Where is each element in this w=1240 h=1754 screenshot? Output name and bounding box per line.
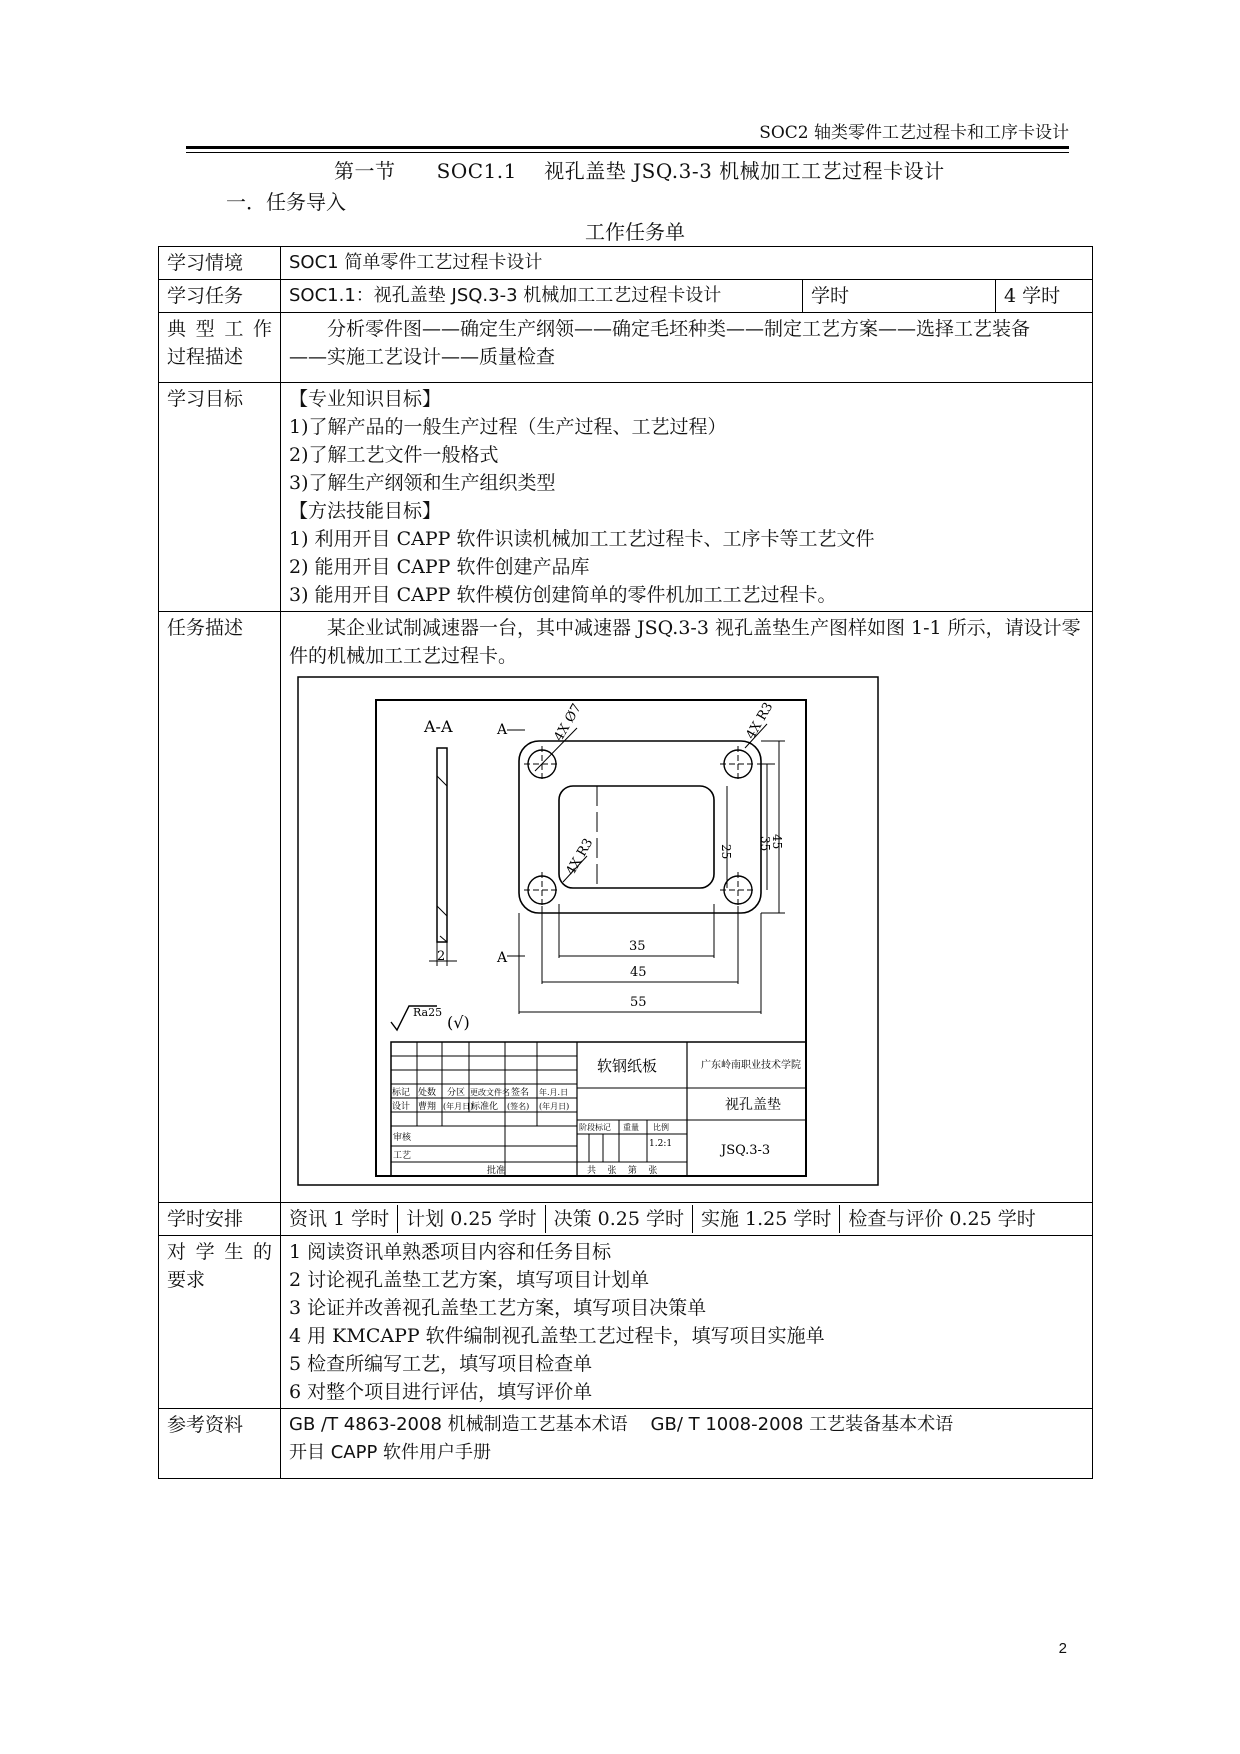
hole-callout: 4X Ø7 — [551, 701, 585, 744]
header-rule-thin — [186, 152, 1069, 153]
tb-cell: 设计 — [392, 1102, 411, 1112]
tb-cell: 批准 — [487, 1166, 506, 1176]
row-label: 参考资料 — [159, 1409, 281, 1479]
requirement-line: 3 论证并改善视孔盖垫工艺方案，填写项目决策单 — [289, 1297, 707, 1319]
row-label: 学习情境 — [159, 247, 281, 280]
row-value: SOC1 简单零件工艺过程卡设计 — [281, 247, 1093, 280]
requirement-line: 6 对整个项目进行评估，填写评价单 — [289, 1381, 593, 1403]
section-arrow-a: A — [497, 950, 508, 966]
goal-line: 1) 利用开目 CAPP 软件识读机械加工工艺过程卡、工序卡等工艺文件 — [289, 528, 875, 550]
table-row — [159, 1236, 1093, 1409]
roughness-symbol: (√) — [447, 1013, 470, 1032]
schedule-item: 实施 1.25 学时 — [693, 1205, 840, 1233]
task-description — [281, 612, 1093, 1203]
tb-scale: 1.2:1 — [649, 1139, 673, 1149]
references — [281, 1409, 1093, 1479]
inner-radius-callout: 4X R3 — [563, 836, 597, 878]
tb-cell: 标记 — [392, 1088, 411, 1098]
row-value: 分析零件图——确定生产纲领——确定毛坯种类——制定工艺方案——选择工艺装备——实施工艺设计——质量检查 — [281, 313, 1093, 383]
tb-material: 软钢纸板 — [597, 1057, 658, 1075]
goal-line: 【方法技能目标】 — [289, 500, 442, 522]
section-arrow-a: A — [497, 722, 508, 738]
tb-cell: 工艺 — [393, 1151, 412, 1161]
tb-cell: 曹翔 — [418, 1102, 437, 1112]
schedule-item: 计划 0.25 学时 — [398, 1205, 545, 1233]
table-row — [159, 1203, 1093, 1236]
tb-cell: 分区 — [447, 1088, 466, 1098]
requirement-line: 4 用 KMCAPP 软件编制视孔盖垫工艺过程卡，填写项目实施单 — [289, 1325, 825, 1347]
title-block — [391, 1042, 806, 1176]
tb-part-name: 视孔盖垫 — [725, 1097, 781, 1113]
tb-sheets: 共 张 第 张 — [587, 1166, 658, 1176]
goal-line: 1)了解产品的一般生产过程（生产过程、工艺过程） — [289, 416, 727, 438]
tb-cell: (签名) — [507, 1102, 530, 1111]
running-header: SOC2 轴类零件工艺过程卡和工序卡设计 — [759, 123, 1069, 143]
dim-vertical: 25 — [719, 844, 733, 860]
document-title: 工作任务单 — [585, 220, 685, 244]
requirement-line: 1 阅读资讯单熟悉项目内容和任务目标 — [289, 1241, 612, 1263]
table-row — [159, 612, 1093, 1203]
table-row — [159, 247, 1093, 280]
tb-cell: 比例 — [653, 1123, 669, 1132]
table-row — [159, 1409, 1093, 1479]
tb-cell: 更改文件名 — [470, 1088, 510, 1097]
subsection-title: 一．任务导入 — [226, 190, 346, 214]
hours-value: 4 学时 — [1004, 285, 1061, 307]
requirement-line: 2 讨论视孔盖垫工艺方案，填写项目计划单 — [289, 1269, 650, 1291]
row-label: 任务描述 — [159, 612, 281, 1203]
corner-radius-callout: 4X R3 — [743, 700, 777, 742]
dim-vertical: 35 — [758, 836, 772, 852]
task-name: SOC1.1：视孔盖垫 JSQ.3-3 机械加工工艺过程卡设计 — [281, 280, 803, 312]
row-label: 典 型 工 作 过程描述 — [159, 313, 281, 383]
roughness-value: Ra25 — [413, 1006, 443, 1019]
schedule-item: 检查与评价 0.25 学时 — [848, 1208, 1036, 1230]
learning-goals — [281, 383, 1093, 612]
schedule-item: 资讯 1 学时 — [281, 1205, 398, 1233]
student-requirements — [281, 1236, 1093, 1409]
hours-label: 学时 — [803, 280, 996, 312]
part-drawing — [289, 670, 1086, 1200]
goal-line: 3) 能用开目 CAPP 软件模仿创建简单的零件机加工工艺过程卡。 — [289, 584, 837, 606]
tb-cell: 重量 — [623, 1123, 639, 1132]
table-row — [159, 280, 1093, 313]
section-title: 第一节 SOC1.1 视孔盖垫 JSQ.3-3 机械加工工艺过程卡设计 — [334, 159, 945, 183]
header-rule-thick — [186, 146, 1069, 149]
task-text: 某企业试制减速器一台，其中减速器 JSQ.3-3 视孔盖垫生产图样如图 1-1 所示，请设计零件的机械加工工艺过程卡。 — [289, 617, 1081, 667]
reference-line: 开目 CAPP 软件用户手册 — [289, 1442, 492, 1463]
row-label: 学时安排 — [159, 1203, 281, 1236]
dim-vertical: 45 — [770, 834, 784, 850]
row-value-group — [281, 280, 1093, 313]
dim-45: 45 — [630, 965, 647, 980]
row-label: 学习目标 — [159, 383, 281, 612]
table-row — [159, 383, 1093, 612]
goal-line: 【专业知识目标】 — [289, 388, 442, 410]
goal-line: 2)了解工艺文件一般格式 — [289, 444, 499, 466]
row-label: 对 学 生 的 要求 — [159, 1236, 281, 1409]
tb-cell: (年月日) — [443, 1102, 474, 1111]
task-table — [158, 246, 1093, 1479]
section-label: A-A — [424, 717, 453, 736]
row-label: 学习任务 — [159, 280, 281, 313]
tb-cell: 处数 — [418, 1088, 437, 1098]
page-number: 2 — [1058, 1640, 1067, 1657]
requirement-line: 5 检查所编写工艺，填写项目检查单 — [289, 1353, 593, 1375]
goal-line: 3)了解生产纲领和生产组织类型 — [289, 472, 556, 494]
schedule — [281, 1203, 1093, 1236]
engineering-drawing — [297, 676, 879, 1186]
reference-line: GB /T 4863-2008 机械制造工艺基本术语 GB/ T 1008-2008 工艺装备基本术语 — [289, 1414, 954, 1435]
goal-line: 2) 能用开目 CAPP 软件创建产品库 — [289, 556, 590, 578]
schedule-item: 决策 0.25 学时 — [546, 1205, 693, 1233]
tb-code: JSQ.3-3 — [721, 1143, 771, 1158]
dim-35: 35 — [629, 939, 646, 954]
tb-cell: 标准化 — [471, 1102, 499, 1112]
dim-55: 55 — [630, 995, 647, 1010]
tb-school: 广东岭南职业技术学院 — [701, 1060, 801, 1071]
tb-cell: 年.月.日 — [539, 1088, 569, 1097]
table-row — [159, 313, 1093, 383]
tb-cell: 审核 — [393, 1133, 412, 1143]
thickness-dim: 2 — [437, 949, 446, 964]
tb-cell: 签名 — [511, 1088, 530, 1098]
tb-cell: (年月日) — [539, 1102, 570, 1111]
tb-cell: 阶段标记 — [579, 1123, 611, 1132]
